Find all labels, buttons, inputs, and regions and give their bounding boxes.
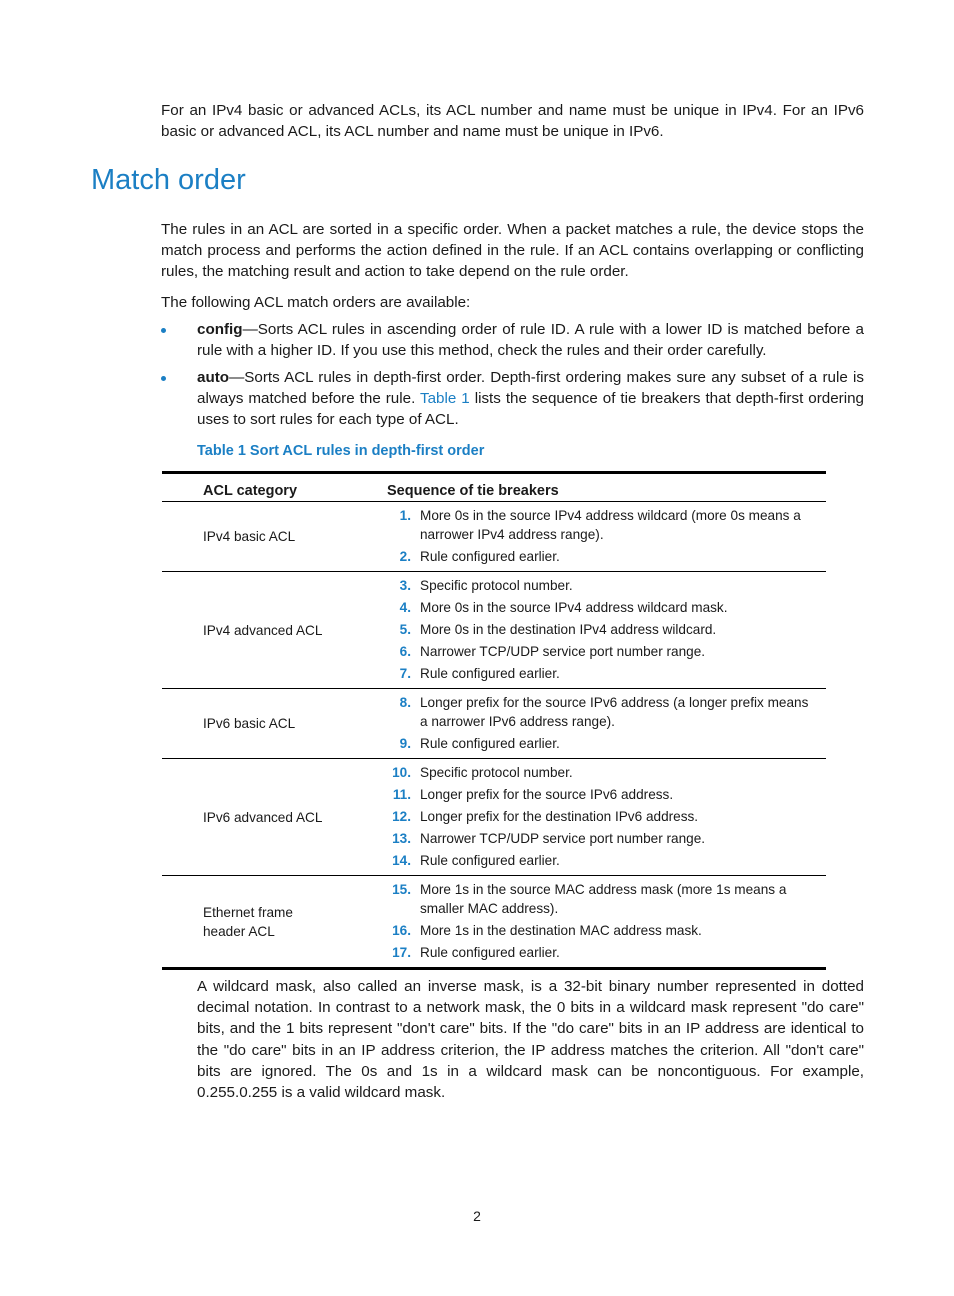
step-text: Rule configured earlier. [420,736,560,751]
acl-category-cell: IPv6 advanced ACL [162,759,387,876]
tie-breaker-item [387,506,826,544]
step-text: Rule configured earlier. [420,945,560,960]
step-number: 4. [399,600,411,615]
list-item-auto [161,367,864,430]
tie-breaker-item [387,851,826,870]
tie-breaker-item [387,880,826,918]
step-number: 16. [392,923,411,938]
step-text: Narrower TCP/UDP service port number range. [420,644,706,659]
step-number: 11. [392,787,411,802]
tie-breakers-cell [387,759,826,876]
step-number: 2. [399,549,411,564]
wildcard-mask-note: A wildcard mask, also called an inverse mask, is a 32-bit binary number represented in dotted decimal notation. In contrast to a network mask, the 0 bits in a wildcard mask represent "do care" bits, and the 1 bits represent "don't care" bits. If the "do care" bits in an IP address are identical to the "do care" bits in an IP address criterion, the IP address matches the criterion. All "don't care" bits are ignored. The 0s and 1s in a wildcard mask can be noncontiguous. For example, 0.255.0.255 is a valid wildcard mask. [197,978,864,1102]
tie-breaker-item [387,943,826,962]
step-number: 12. [392,809,411,824]
tie-breaker-item [387,664,826,683]
table-row-ipv6-basic [162,689,826,759]
table-caption: Table 1 Sort ACL rules in depth-first order [197,443,485,459]
term-config: config [197,321,243,338]
step-text: Longer prefix for the source IPv6 address (a longer prefix means a narrower IPv6 address range). [420,695,809,729]
tie-breakers-cell [387,572,826,689]
step-text: Specific protocol number. [420,765,573,780]
acl-sort-table [162,471,826,970]
step-number: 1. [399,508,411,523]
match-process-paragraph: The rules in an ACL are sorted in a specific order. When a packet matches a rule, the device stops the match process and performs the action defined in the rule. If an ACL contains overlapping or conflicting rules, the matching result and action to take depend on the rule order. [161,221,864,280]
term-auto: auto [197,369,230,386]
match-order-list [161,319,864,436]
step-text: Specific protocol number. [420,578,573,593]
tie-breaker-item [387,734,826,753]
table-header-row [162,473,826,502]
section-title: Match order [91,164,246,196]
step-number: 15. [392,882,411,897]
step-number: 6. [399,644,411,659]
table-row-ipv4-advanced [162,572,826,689]
step-number: 7. [399,666,411,681]
category-line: header ACL [203,923,275,939]
tie-breaker-item [387,576,826,595]
step-text: Narrower TCP/UDP service port number range. [420,831,706,846]
step-number: 9. [399,736,411,751]
tie-breaker-item [387,547,826,566]
step-text: Longer prefix for the destination IPv6 address. [420,809,699,824]
page-number: 2 [473,1208,481,1224]
step-text: Longer prefix for the source IPv6 address. [420,787,674,802]
auto-description-start: —Sorts ACL rules in depth-first order. Depth-first ordering makes sure any subset of a rule is always matched before the rule. [197,369,864,407]
table-row-ethernet-frame [162,876,826,969]
tie-breaker-item [387,763,826,782]
step-text: More 1s in the source MAC address mask (more 1s means a smaller MAC address). [420,882,787,916]
step-number: 5. [399,622,411,637]
step-number: 10. [392,765,411,780]
step-number: 3. [399,578,411,593]
tie-breaker-item [387,693,826,731]
step-number: 8. [399,695,411,710]
bullet-dot-icon [161,376,166,381]
tie-breaker-item [387,620,826,639]
category-line: Ethernet frame [203,904,293,920]
list-item-config [161,319,864,361]
table-row-ipv6-advanced [162,759,826,876]
match-orders-intro: The following ACL match orders are available: [161,294,471,311]
tie-breaker-item [387,598,826,617]
step-number: 14. [392,853,411,868]
table-row-ipv4-basic [162,502,826,572]
tie-breaker-item [387,807,826,826]
tie-breakers-cell [387,502,826,572]
step-number: 17. [392,945,411,960]
step-number: 13. [392,831,411,846]
header-acl-category: ACL category [162,473,387,502]
step-text: More 0s in the source IPv4 address wildcard (more 0s means a narrower IPv4 address range). [420,508,801,542]
table-1-link[interactable]: Table 1 [419,390,470,407]
step-text: Rule configured earlier. [420,853,560,868]
tie-breaker-item [387,829,826,848]
tie-breakers-cell [387,876,826,969]
header-tie-breakers: Sequence of tie breakers [387,473,826,502]
tie-breaker-item [387,642,826,661]
tie-breaker-item [387,785,826,804]
step-text: More 0s in the source IPv4 address wildcard mask. [420,600,728,615]
step-text: More 1s in the destination MAC address mask. [420,923,702,938]
step-text: Rule configured earlier. [420,666,560,681]
intro-paragraph: For an IPv4 basic or advanced ACLs, its ACL number and name must be unique in IPv4. For an IPv6 basic or advanced ACL, its ACL number and name must be unique in IPv6. [161,102,864,140]
acl-category-cell: IPv4 basic ACL [162,502,387,572]
acl-category-cell: IPv6 basic ACL [162,689,387,759]
tie-breakers-cell [387,689,826,759]
auto-description-end: lists the sequence of tie breakers that depth-first ordering uses to sort rules for each type of ACL. [197,390,864,428]
bullet-dot-icon [161,328,166,333]
acl-category-cell [162,876,387,969]
tie-breaker-item [387,921,826,940]
acl-category-cell: IPv4 advanced ACL [162,572,387,689]
step-text: Rule configured earlier. [420,549,560,564]
config-description: —Sorts ACL rules in ascending order of rule ID. A rule with a lower ID is matched before a rule with a higher ID. If you use this method, check the rules and their order carefully. [197,321,864,359]
step-text: More 0s in the destination IPv4 address wildcard. [420,622,717,637]
